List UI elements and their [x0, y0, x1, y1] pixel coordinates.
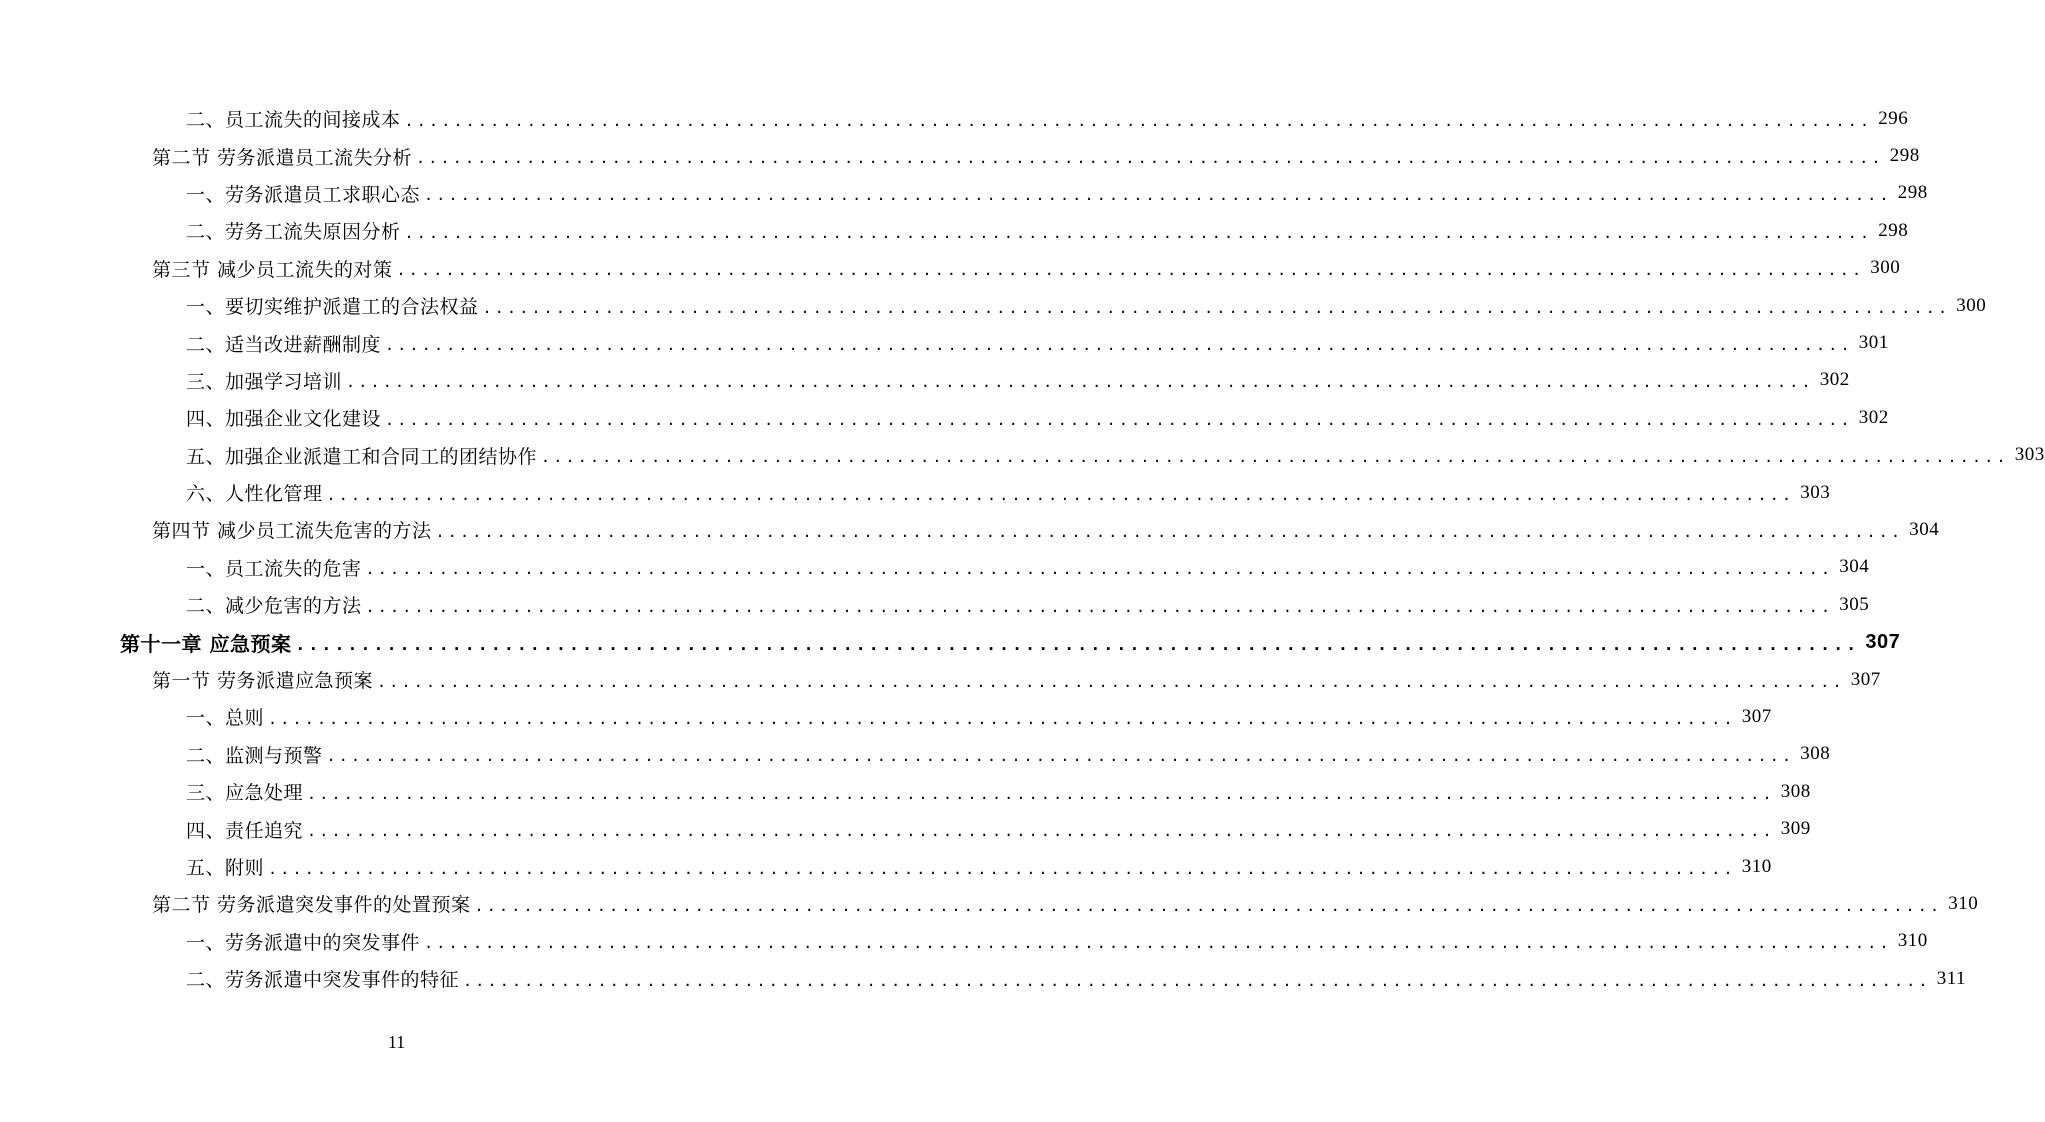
toc-entry-item[interactable] — [0, 810, 1811, 847]
toc-entry-page-number: 309 — [1780, 818, 1811, 840]
toc-entry-page-number: 301 — [1858, 332, 1889, 354]
toc-entry-item[interactable] — [0, 212, 1909, 249]
toc-entry-title: 四、加强企业文化建设 — [186, 408, 382, 431]
dot-leader: ........................................................................................................................ — [424, 934, 1892, 953]
toc-entry-page-number: 311 — [1936, 967, 1967, 989]
toc-entry-page-number: 300 — [1870, 257, 1901, 279]
toc-entry-page-number: 307 — [1850, 668, 1881, 690]
dot-leader: ........................................................................................................................ — [326, 485, 1795, 504]
dot-leader: ........................................................................................................................ — [385, 336, 1853, 355]
toc-entry-page-number: 310 — [1741, 855, 1772, 877]
dot-leader: ........................................................................................................................ — [268, 859, 1736, 878]
toc-entry-page-number: 298 — [1878, 219, 1909, 241]
toc-entry-page-number: 310 — [1897, 930, 1928, 952]
toc-entry-title: 一、劳务派遣员工求职心态 — [186, 183, 421, 206]
page-number: 11 — [387, 1032, 406, 1052]
toc-entry-item[interactable] — [0, 474, 1831, 511]
toc-entry-title: 第三节 减少员工流失的对策 — [152, 258, 393, 281]
toc-entry-page-number: 298 — [1897, 182, 1928, 204]
dot-leader: ........................................................................................................................ — [396, 261, 1865, 280]
toc-entry-page-number: 308 — [1780, 780, 1811, 802]
toc-entry-title: 第二节 劳务派遣员工流失分析 — [152, 146, 413, 169]
toc-entry-title: 二、监测与预警 — [186, 744, 323, 767]
toc-entry-item[interactable] — [0, 100, 1909, 137]
toc-entry-page-number: 308 — [1800, 743, 1831, 765]
dot-leader: ........................................................................................................................ — [365, 597, 1834, 616]
toc-entry-title: 三、加强学习培训 — [186, 370, 343, 393]
toc-entry-title: 一、劳务派遣中的突发事件 — [186, 931, 421, 954]
toc-entry-title: 五、附则 — [186, 857, 265, 879]
dot-leader: ........................................................................................................................ — [482, 298, 1951, 317]
dot-leader: ........................................................................................................................ — [424, 186, 1892, 205]
toc-entry-page-number: 303 — [1800, 481, 1831, 503]
toc-entry-title: 二、劳务派遣中突发事件的特征 — [186, 969, 460, 992]
toc-entry-item[interactable] — [0, 287, 1987, 324]
toc-entry-section[interactable] — [0, 661, 1881, 698]
toc-entry-section[interactable] — [0, 885, 1979, 922]
toc-entry-item[interactable] — [0, 773, 1811, 810]
toc-entry-title: 一、要切实维护派遣工的合法权益 — [186, 296, 479, 319]
dot-leader: ........................................................................................................................ — [435, 522, 1904, 541]
dot-leader: ........................................................................................................................ — [268, 709, 1736, 728]
dot-leader: ........................................................................................................................ — [463, 971, 1931, 990]
toc-entry-item[interactable] — [0, 175, 1928, 212]
toc-entry-title: 六、人性化管理 — [186, 483, 323, 506]
toc-entry-page-number: 305 — [1839, 593, 1870, 615]
toc-entry-item[interactable] — [0, 848, 1772, 885]
dot-leader: ........................................................................................................................ — [365, 560, 1834, 579]
dot-leader: ........................................................................................................................ — [307, 784, 1775, 803]
toc-entry-title: 二、劳务工流失原因分析 — [186, 221, 401, 244]
dot-leader: ........................................................................................................................ — [404, 111, 1873, 130]
toc-entry-item[interactable] — [0, 698, 1772, 735]
toc-entry-title: 第四节 减少员工流失危害的方法 — [152, 520, 432, 543]
toc-entry-page-number: 303 — [2014, 444, 2045, 466]
toc-entry-item[interactable] — [0, 362, 1850, 399]
dot-leader: ........................................................................................................................ — [377, 672, 1845, 691]
toc-entry-section[interactable] — [0, 511, 1940, 548]
toc-entry-page-number: 300 — [1956, 294, 1987, 316]
toc-entry-page-number: 307 — [1865, 630, 1901, 653]
toc-entry-page-number: 307 — [1741, 705, 1772, 727]
dot-leader: ........................................................................................................................ — [346, 373, 1814, 392]
toc-entry-item[interactable] — [0, 549, 1870, 586]
toc-entry-item[interactable] — [0, 960, 1967, 997]
toc-entry-title: 一、员工流失的危害 — [186, 557, 362, 580]
dot-leader: ........................................................................................................................ — [326, 747, 1795, 766]
toc-entry-page-number: 302 — [1819, 369, 1850, 391]
toc-entry-page-number: 298 — [1889, 145, 1920, 167]
toc-entry-title: 四、责任追究 — [186, 819, 304, 842]
toc-entry-page-number: 302 — [1858, 406, 1889, 428]
toc-entry-title: 第一节 劳务派遣应急预案 — [152, 670, 374, 693]
toc-entry-item[interactable] — [0, 437, 2045, 474]
dot-leader: ........................................................................................................................ — [404, 223, 1873, 242]
dot-leader: ........................................................................................................................ — [307, 822, 1775, 841]
toc-entry-title: 二、减少危害的方法 — [186, 595, 362, 618]
toc-entry-section[interactable] — [0, 250, 1901, 287]
dot-leader: ........................................................................................................................ — [541, 448, 2009, 467]
toc-entry-item[interactable] — [0, 399, 1889, 436]
toc-entry-chapter[interactable] — [0, 623, 1901, 660]
toc-entry-page-number: 304 — [1909, 518, 1940, 540]
toc-entry-page-number: 310 — [1948, 892, 1979, 914]
toc-entry-title: 第二节 劳务派遣突发事件的处置预案 — [152, 894, 471, 917]
toc-entry-section[interactable] — [0, 137, 1920, 174]
toc-entry-item[interactable] — [0, 586, 1870, 623]
toc-entry-title: 五、加强企业派遣工和合同工的团结协作 — [186, 445, 538, 468]
toc-entry-page-number: 296 — [1878, 107, 1909, 129]
dot-leader: ........................................................................................................................ — [385, 410, 1853, 429]
dot-leader: ........................................................................................................................ — [474, 896, 1943, 915]
toc-entry-item[interactable] — [0, 736, 1831, 773]
dot-leader: ........................................................................................................................ — [416, 149, 1884, 168]
toc-entry-page-number: 304 — [1839, 556, 1870, 578]
toc-entry-item[interactable] — [0, 923, 1928, 960]
toc-entry-title: 第十一章 应急预案 — [120, 631, 292, 656]
toc-entry-title: 二、员工流失的间接成本 — [186, 109, 401, 132]
dot-leader: ........................................................................................................................ — [295, 634, 1860, 654]
toc-entry-item[interactable] — [0, 324, 1889, 361]
toc-entry-title: 二、适当改进薪酬制度 — [186, 333, 382, 356]
toc-entry-title: 三、应急处理 — [186, 782, 304, 805]
table-of-contents — [0, 100, 2045, 997]
toc-entry-title: 一、总则 — [186, 707, 265, 730]
